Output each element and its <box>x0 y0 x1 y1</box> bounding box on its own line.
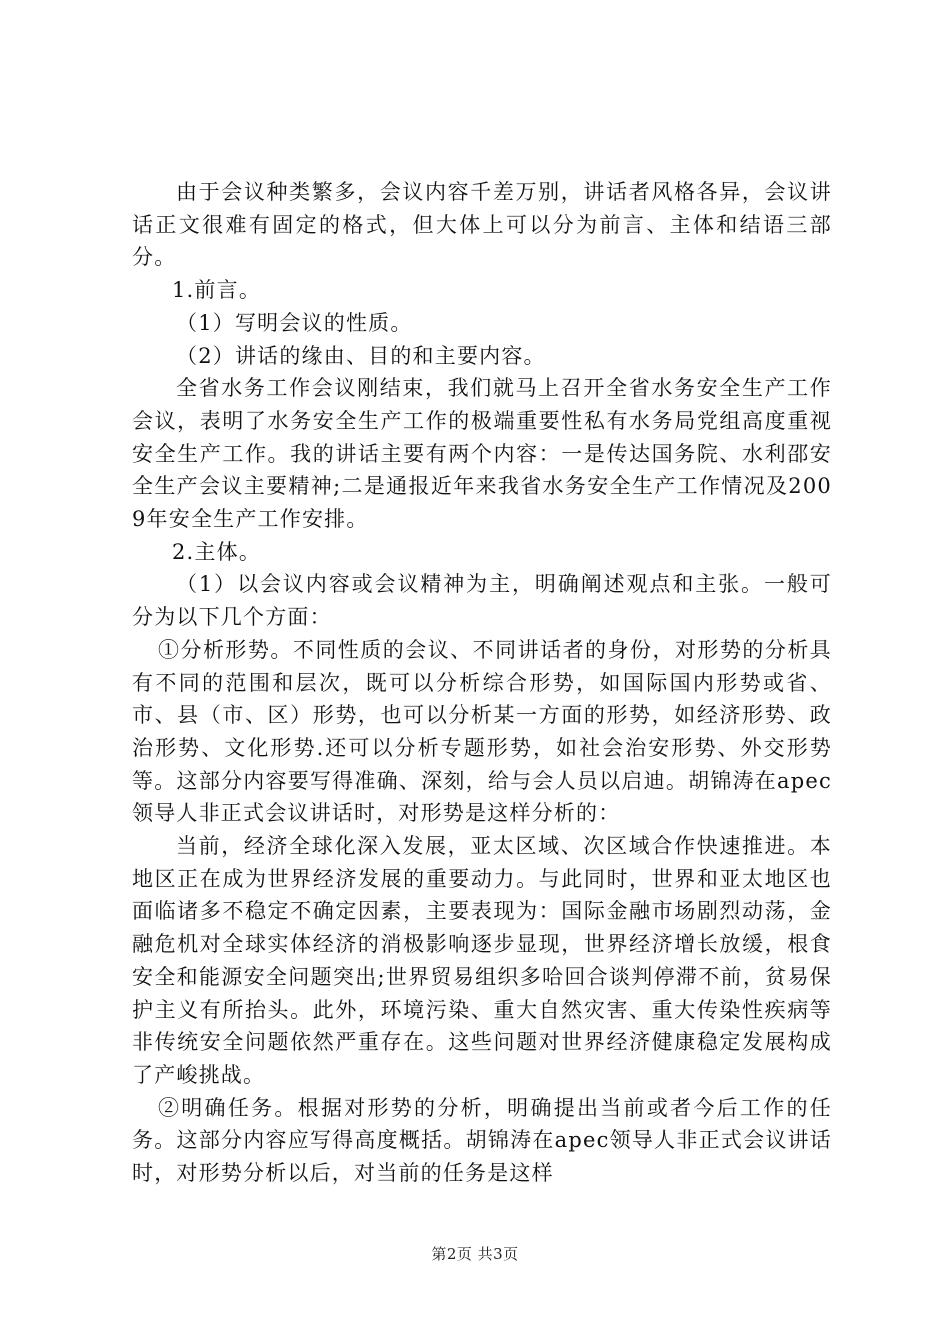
item-clarify-tasks: ②明确任务。根据对形势的分析，明确提出当前或者今后工作的任务。这部分内容应写得高度概括。胡锦涛在apec领导人非正式会议讲话时，对形势分析以后，对当前的任务是这样 <box>132 1095 832 1186</box>
paragraph-intro: 由于会议种类繁多，会议内容千差万别，讲话者风格各异，会议讲话正文很难有固定的格式，但大体上可以分为前言、主体和结语三部分。 <box>132 180 832 270</box>
item-speech-reason: （2）讲话的缘由、目的和主要内容。 <box>176 343 546 368</box>
item-main-content: （1）以会议内容或会议精神为主，明确阐述观点和主张。一般可分为以下几个方面： <box>132 572 832 630</box>
page-footer: 第2页 共3页 <box>431 1245 519 1263</box>
heading-main-body: 2.主体。 <box>172 539 262 564</box>
paragraph-example-apec: 当前，经济全球化深入发展，亚太区域、次区域合作快速推进。本地区正在成为世界经济发展的重要动力。与此同时，世界和亚太地区也面临诸多不稳定不确定因素，主要表现为：国际金融市场剧烈动荡，金融危机对全球实体经济的消极影响逐步显现，世界经济增长放缓，根食安全和能源安全问题突出;世界贸易组织多哈回合谈判停滞不前，贫易保护主义有所抬头。此外，环境污染、重大自然灾害、重大传染性疾病等非传统安全问题依然严重存在。这些问题对世界经济健康稳定发展构成了产峻挑战。 <box>132 834 832 1087</box>
item-meeting-nature: （1）写明会议的性质。 <box>176 310 413 335</box>
document-body <box>132 176 832 1190</box>
paragraph-example-water: 全省水务工作会议刚结束，我们就马上召开全省水务安全生产工作会议，表明了水务安全生产工作的极端重要性私有水务局党组高度重视安全生产工作。我的讲话主要有两个内容：一是传达国务院、水利邵安全生产会议主要精神;二是通报近年来我省水务安全生产工作情况及2009年安全生产工作安排。 <box>132 376 832 532</box>
heading-preface: 1.前言。 <box>172 278 262 303</box>
item-analyze-situation: ①分析形势。不同性质的会议、不同讲话者的身份，对形势的分析具有不同的范围和层次，既可以分析综合形势，如国际国内形势或省、市、县（市、区）形势，也可以分析某一方面的形势，如经济形势、政治形势、文化形势.还可以分析专题形势，如社会治安形势、外交形势等。这部分内容要写得准确、深刻，给与会人员以启迪。胡锦涛在apec领导人非正式会议讲话时，对形势是这样分析的： <box>132 637 832 826</box>
